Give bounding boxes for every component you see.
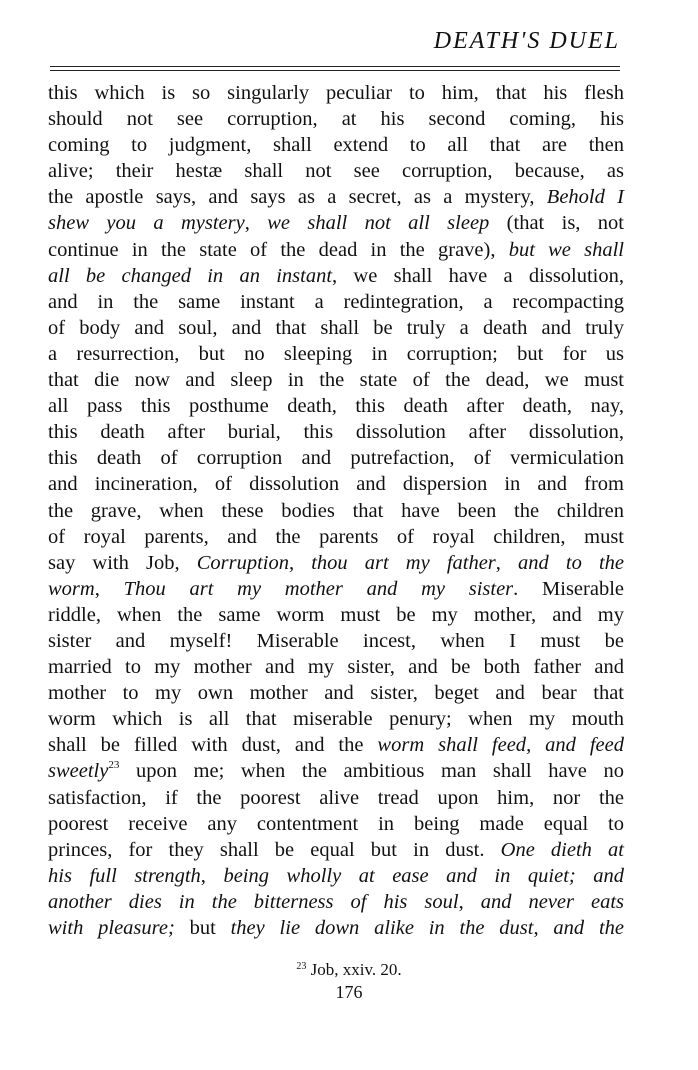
- text-run: say with Job,: [48, 551, 197, 574]
- italic-run: and the: [553, 917, 625, 939]
- text-line: [48, 367, 624, 393]
- text-run: ,: [244, 212, 268, 235]
- text-run: of body and soul, and that shall be truly a death and truly: [48, 316, 624, 339]
- text-run: but: [174, 917, 231, 939]
- text-run: ,: [526, 734, 546, 757]
- italic-run: they lie down alike in the dust: [230, 917, 534, 939]
- text-run: this death after burial, this dissolution after dissolution,: [48, 421, 624, 444]
- text-line: [48, 471, 624, 497]
- text-line: [48, 184, 624, 210]
- text-line: [48, 341, 624, 367]
- text-line: [48, 654, 624, 680]
- text-line: [48, 758, 624, 784]
- text-run: married to my mother and my sister, and be both father and: [48, 656, 624, 679]
- italic-run: sweetly: [48, 760, 109, 783]
- text-run: and in the same instant a redintegration, a recompacting: [48, 290, 624, 313]
- text-run: coming to judgment, shall extend to all that are then: [48, 134, 624, 157]
- text-line: [48, 158, 624, 184]
- text-run: satisfaction, if the poorest alive tread upon him, nor the: [48, 786, 624, 809]
- text-line: [48, 863, 624, 889]
- italic-run: Behold I: [546, 186, 624, 209]
- footnote-marker: 23: [296, 961, 307, 972]
- italic-run: shew you a mystery: [48, 212, 245, 235]
- text-run: shall be filled with dust, and the: [48, 734, 378, 757]
- italic-run: with pleasure;: [48, 917, 175, 939]
- text-line: [48, 80, 624, 106]
- text-run: the grave, when these bodies that have been the children: [48, 499, 624, 522]
- footnote-text: Job, xxiv. 20.: [306, 960, 402, 979]
- text-line: [48, 210, 624, 236]
- header-rule-bottom: [50, 70, 620, 71]
- text-line: [48, 837, 624, 863]
- text-line: [48, 680, 624, 706]
- text-run: all pass this posthume death, this death after death, nay,: [48, 395, 624, 418]
- text-run: and incineration, of dissolution and dispersion in and from: [48, 473, 624, 496]
- text-line: [48, 393, 624, 419]
- italic-run: another dies in the bitterness of his soul: [48, 890, 459, 913]
- text-line: [48, 524, 624, 550]
- italic-run: Corruption: [196, 551, 289, 574]
- text-run: of royal parents, and the parents of royal children, must: [48, 525, 624, 548]
- text-run: should not see corruption, at his second coming, his: [48, 108, 624, 131]
- text-line: [48, 237, 624, 263]
- text-line: [48, 785, 624, 811]
- text-line: [48, 889, 624, 915]
- text-line: [48, 628, 624, 654]
- italic-run: and feed: [545, 734, 625, 757]
- italic-run: being wholly at ease and in quiet; and: [223, 864, 625, 887]
- text-run: . Miserable: [513, 577, 624, 600]
- text-run: worm which is all that miserable penury; when my mouth: [48, 708, 624, 731]
- text-run: that die now and sleep in the state of the dead, we must: [48, 369, 624, 392]
- text-run: the apostle says, and says as a secret, as a mystery,: [48, 186, 547, 209]
- text-line: [48, 811, 624, 837]
- italic-run: all be changed in an instant: [48, 264, 333, 287]
- text-line: [48, 732, 624, 758]
- italic-run: and to the: [518, 551, 624, 574]
- text-run: this death of corruption and putrefaction, of vermiculation: [48, 447, 624, 470]
- text-run: ,: [495, 551, 519, 574]
- text-run: , we shall have a dissolution,: [332, 264, 625, 287]
- text-line: [48, 263, 624, 289]
- italic-run: his full strength: [48, 864, 201, 887]
- text-run: this which is so singularly peculiar to him, that his flesh: [48, 82, 624, 104]
- italic-run: Thou art my mother and my sister: [123, 577, 514, 600]
- text-line: [48, 445, 624, 471]
- text-run: ,: [288, 551, 312, 574]
- text-run: poorest receive any contentment in being made equal to: [48, 812, 624, 835]
- text-run: continue in the state of the dead in the grave),: [48, 238, 509, 261]
- text-line: [48, 315, 624, 341]
- text-line: [48, 550, 624, 576]
- text-line: [48, 289, 624, 315]
- body-text: [48, 80, 624, 941]
- text-run: ,: [458, 890, 481, 913]
- text-line: [48, 498, 624, 524]
- text-run: mother to my own mother and sister, beget and bear that: [48, 682, 624, 705]
- italic-run: One dieth at: [500, 838, 624, 861]
- text-run: ,: [533, 917, 554, 939]
- text-run: (that is, not: [489, 212, 624, 235]
- italic-run: thou art my father: [311, 551, 496, 574]
- text-run: upon me; when the ambitious man shall have no: [119, 760, 624, 783]
- italic-run: and never eats: [480, 890, 625, 913]
- text-line: [48, 602, 624, 628]
- text-line: [48, 915, 624, 941]
- header-rule-top: [50, 66, 620, 67]
- footnote-ref: 23: [108, 759, 120, 772]
- footnote: [0, 960, 698, 980]
- text-line: [48, 706, 624, 732]
- text-run: ,: [200, 864, 224, 887]
- italic-run: but we shall: [508, 238, 624, 261]
- italic-run: we shall not all sleep: [267, 212, 490, 235]
- text-run: riddle, when the same worm must be my mother, and my: [48, 603, 624, 626]
- text-line: [48, 106, 624, 132]
- text-run: sister and myself! Miserable incest, when I must be: [48, 629, 624, 652]
- text-run: ,: [94, 577, 124, 600]
- text-run: princes, for they shall be equal but in dust.: [48, 838, 501, 861]
- page-number: 176: [335, 982, 363, 1002]
- italic-run: worm shall feed: [377, 734, 527, 757]
- text-line: [48, 132, 624, 158]
- running-head: DEATH'S DUEL: [433, 28, 620, 54]
- italic-run: worm: [48, 577, 95, 600]
- text-run: alive; their hestæ shall not see corruption, because, as: [48, 160, 624, 183]
- text-line: [48, 576, 624, 602]
- text-run: a resurrection, but no sleeping in corruption; but for us: [48, 342, 624, 365]
- text-line: [48, 419, 624, 445]
